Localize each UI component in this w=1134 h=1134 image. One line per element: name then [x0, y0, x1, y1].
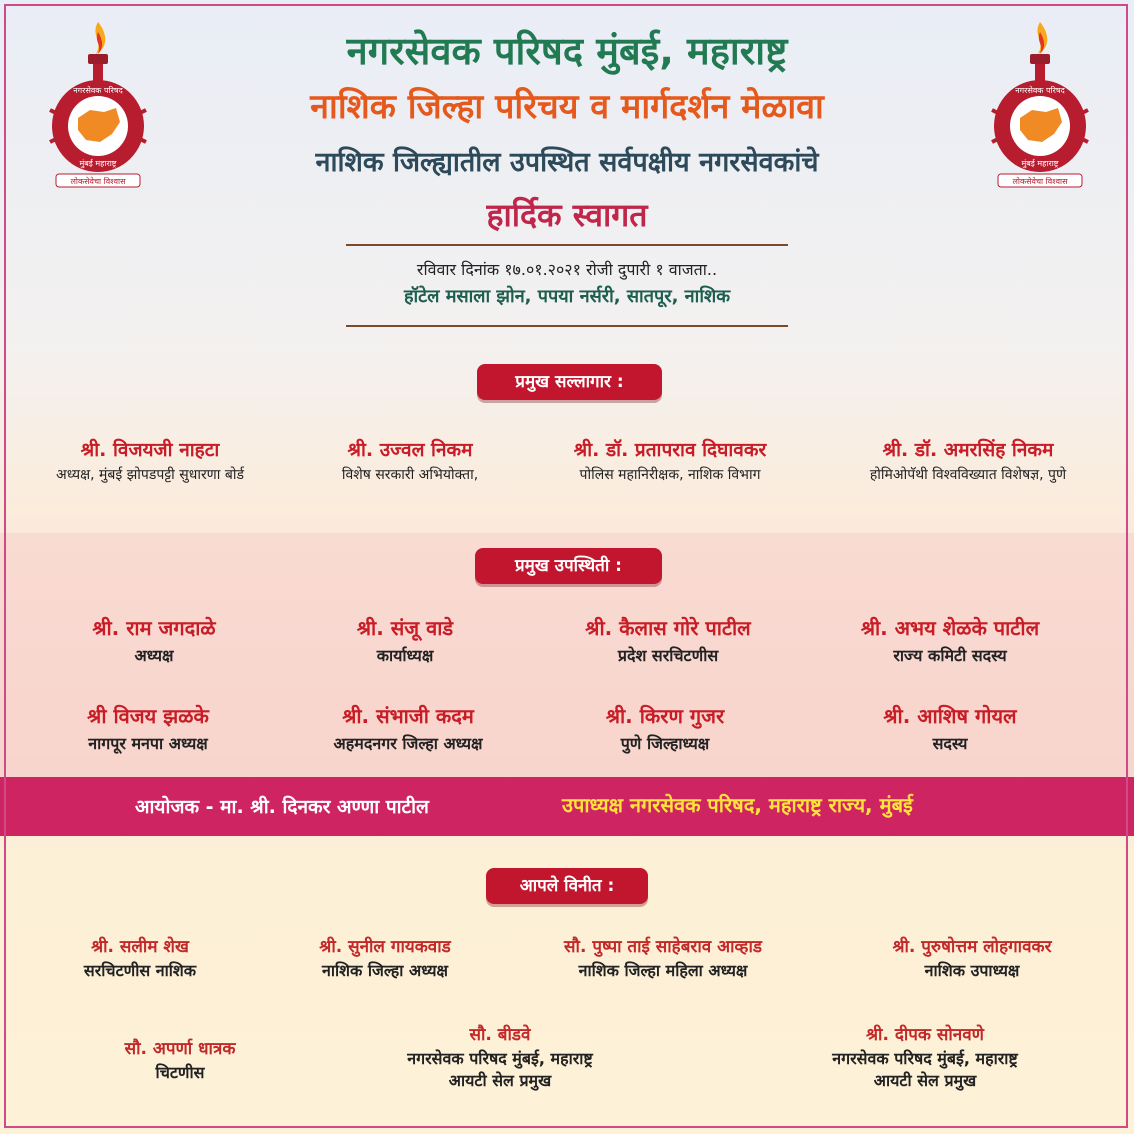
prominent-card — [14, 614, 294, 666]
prominent-card — [8, 702, 288, 754]
advisor-card — [869, 436, 1067, 484]
advisor-name: श्री. डॉ. अमरसिंह निकम — [882, 439, 1054, 461]
divider-bottom — [346, 325, 788, 327]
advisor-name: श्री. विजयजी नाहटा — [80, 439, 220, 461]
prominent-card — [268, 702, 548, 754]
prominent-role: राज्य कमिटी सदस्य — [893, 646, 1007, 665]
event-subtitle: नाशिक जिल्हा परिचय व मार्गदर्शन मेळावा — [310, 87, 824, 127]
member-card — [255, 934, 515, 981]
logo-text-bottom: मुंबई महाराष्ट्र — [1021, 159, 1059, 168]
member-role: सरचिटणीस नाशिक — [83, 961, 197, 980]
prominent-name: श्री. संजू वाडे — [356, 616, 454, 640]
member-role-secondary: आयटी सेल प्रमुख — [873, 1071, 977, 1090]
event-venue: हॉटेल मसाला झोन, पपया नर्सरी, सातपूर, नाशिक — [403, 286, 731, 307]
member-role: नगरसेवक परिषद मुंबई, महाराष्ट्र — [832, 1049, 1018, 1068]
prominent-role: अहमदनगर जिल्हा अध्यक्ष — [333, 734, 483, 753]
prominent-name: श्री. राम जगदाळे — [92, 616, 216, 640]
prominent-role: प्रदेश सरचिटणीस — [617, 646, 719, 665]
divider-top — [346, 244, 788, 246]
organizer-name: आयोजक - मा. श्री. दिनकर अण्णा पाटील — [135, 796, 429, 818]
organizer-bar — [0, 777, 1134, 836]
prominent-card — [810, 702, 1090, 754]
welcome-line: नाशिक जिल्ह्यातील उपस्थित सर्वपक्षीय नगरसेवकांचे — [315, 147, 819, 178]
prominent-role: पुणे जिल्हाध्यक्ष — [620, 734, 710, 753]
page-title: नगरसेवक परिषद मुंबई, महाराष्ट्र — [346, 29, 788, 73]
member-name: श्री. दीपक सोनवणे — [866, 1025, 984, 1045]
prominent-name: श्री. आशिष गोयल — [883, 704, 1017, 728]
advisors-heading: प्रमुख सल्लागार : — [477, 364, 662, 400]
prominent-name: श्री. संभाजी कदम — [342, 704, 474, 728]
logo-banner: लोकसेवेचा विश्वास — [70, 177, 126, 186]
member-card — [775, 1022, 1075, 1091]
member-role: नाशिक जिल्हा महिला अध्यक्ष — [578, 961, 748, 980]
member-role: नाशिक जिल्हा अध्यक्ष — [321, 961, 449, 980]
prominent-card — [265, 614, 545, 666]
advisor-name: श्री. डॉ. प्रतापराव दिघावकर — [573, 439, 767, 461]
member-name: सौ. अपर्णा धात्रक — [124, 1039, 236, 1059]
member-card — [350, 1022, 650, 1091]
member-name: श्री. सुनील गायकवाड — [319, 937, 451, 957]
prominent-name: श्री. किरण गुजर — [605, 704, 725, 728]
member-role-secondary: आयटी सेल प्रमुख — [448, 1071, 552, 1090]
yours-truly-heading: आपले विनीत : — [486, 868, 648, 904]
logo-text-top: नगरसेवक परिषद — [73, 86, 123, 95]
member-card — [503, 934, 823, 981]
member-name: श्री. पुरुषोत्तम लोहगावकर — [892, 937, 1052, 957]
logo-text-top: नगरसेवक परिषद — [1015, 86, 1065, 95]
prominent-heading: प्रमुख उपस्थिती : — [475, 548, 662, 584]
prominent-role: सदस्य — [932, 734, 968, 753]
event-date: रविवार दिनांक १७.०१.२०२१ रोजी दुपारी १ वाजता.. — [416, 260, 718, 279]
member-name: सौ. बीडवे — [469, 1025, 531, 1045]
advisor-card — [56, 436, 244, 484]
prominent-name: श्री. अभय शेळके पाटील — [860, 616, 1040, 640]
prominent-name: श्री. कैलास गोरे पाटील — [585, 616, 751, 640]
member-name: श्री. सलीम शेख — [91, 937, 189, 957]
prominent-card — [810, 614, 1090, 666]
advisor-role: अध्यक्ष, मुंबई झोपडपट्टी सुधारणा बोर्ड — [56, 467, 244, 483]
member-card — [10, 934, 270, 981]
prominent-card — [525, 702, 805, 754]
member-card — [70, 1036, 290, 1083]
prominent-card — [528, 614, 808, 666]
advisor-name: श्री. उज्वल निकम — [347, 439, 473, 461]
advisor-card — [341, 436, 479, 484]
prominent-name: श्री विजय झळके — [87, 704, 209, 728]
logo-banner: लोकसेवेचा विश्वास — [1012, 177, 1068, 186]
advisor-role: होमिओपॅथी विश्वविख्यात विशेषज्ञ, पुणे — [869, 467, 1067, 483]
member-card — [822, 934, 1122, 981]
logo-text-bottom: मुंबई महाराष्ट्र — [79, 159, 117, 168]
prominent-role: नागपूर मनपा अध्यक्ष — [88, 734, 208, 753]
advisor-role: पोलिस महानिरीक्षक, नाशिक विभाग — [579, 467, 761, 483]
member-name: सौ. पुष्पा ताई साहेबराव आव्हाड — [564, 937, 762, 957]
member-role: नाशिक उपाध्यक्ष — [924, 961, 1020, 980]
advisor-role: विशेष सरकारी अभियोक्ता, — [341, 467, 479, 483]
prominent-role: कार्याध्यक्ष — [376, 646, 434, 665]
member-role: नगरसेवक परिषद मुंबई, महाराष्ट्र — [407, 1049, 593, 1068]
advisor-card — [573, 436, 767, 484]
welcome-heading: हार्दिक स्वागत — [486, 196, 648, 234]
member-role: चिटणीस — [155, 1063, 205, 1082]
organizer-designation: उपाध्यक्ष नगरसेवक परिषद, महाराष्ट्र राज्य, मुंबई — [562, 793, 913, 817]
prominent-role: अध्यक्ष — [134, 646, 174, 665]
